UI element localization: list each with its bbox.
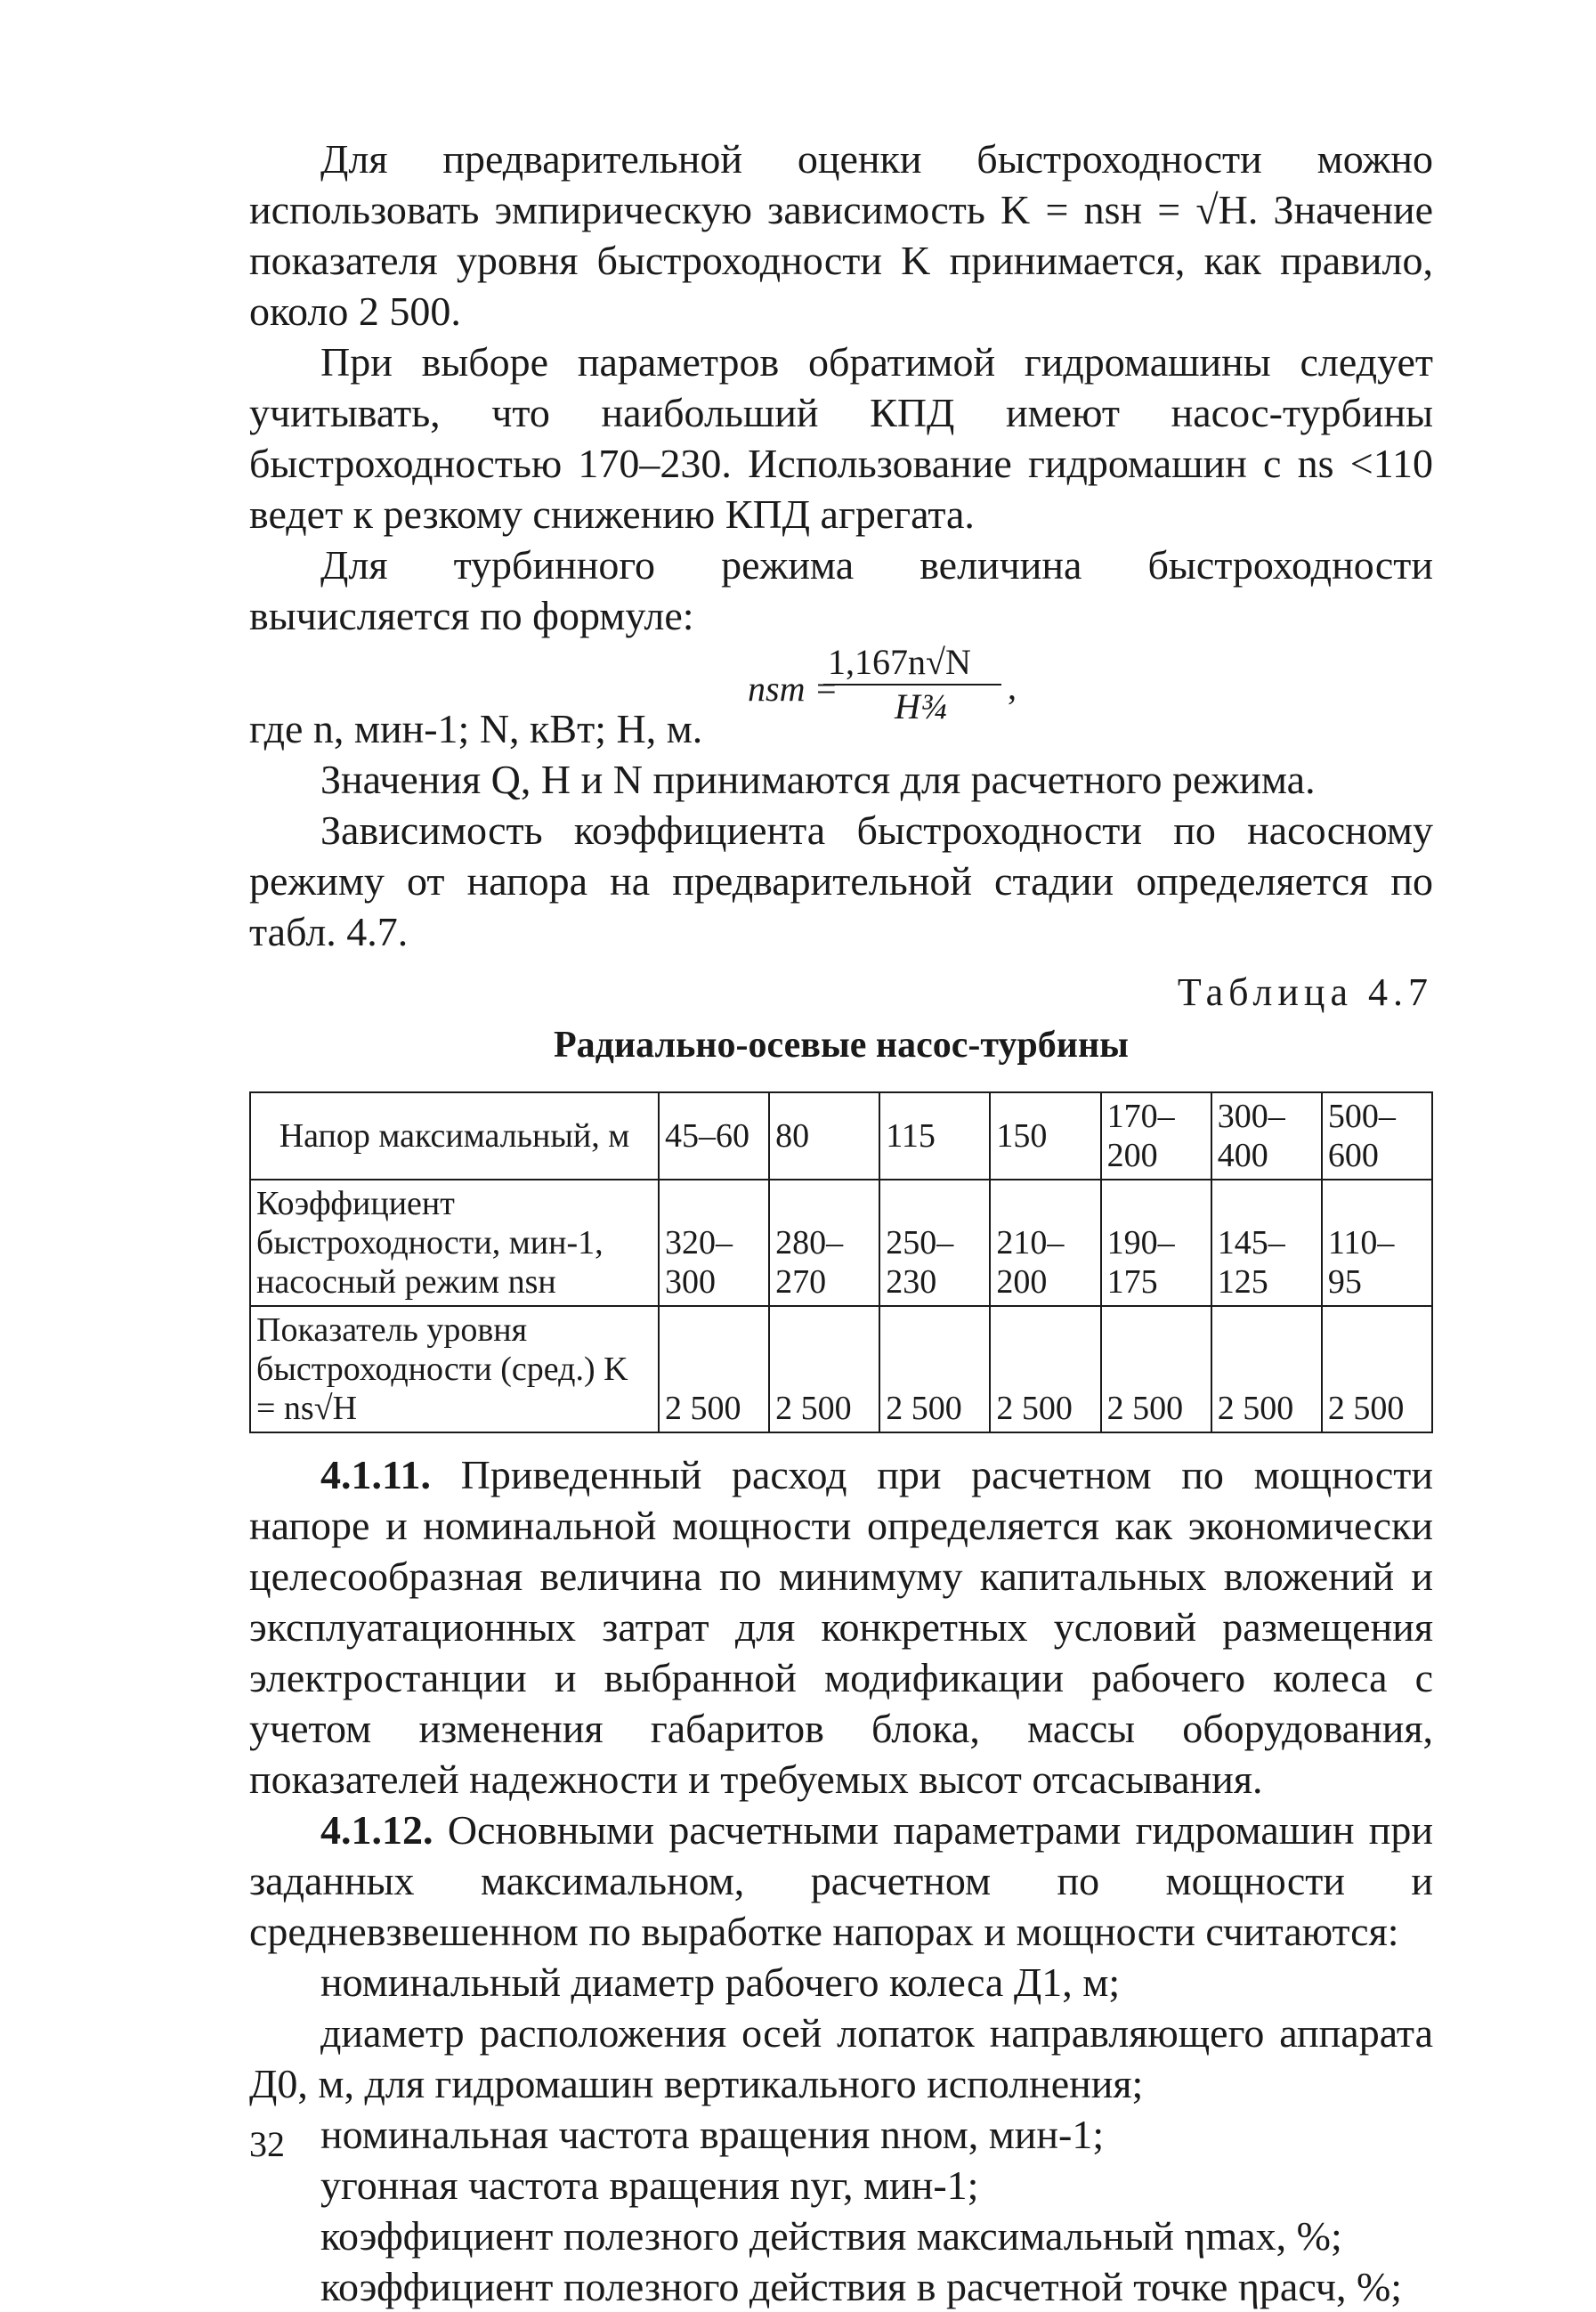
table-row <box>250 1180 1432 1306</box>
table-row <box>250 1092 1432 1180</box>
table-cell: 2 500 <box>879 1306 990 1432</box>
table-cell: 80 <box>769 1092 879 1180</box>
table-cell: 300–400 <box>1211 1092 1322 1180</box>
list-item: коэффициент полезного действия максимальный ηmax, %; <box>320 2213 1342 2259</box>
row-label: Показатель уровня быстроходности (сред.) K = ns√H <box>250 1306 659 1432</box>
section-text: Основными расчетными параметрами гидромашин при заданных максимальном, расчетном по мощности и средневзвешенном по выработке напорах и мощности считаются: <box>249 1807 1433 1954</box>
paragraph-1: Для предварительной оценки быстроходности можно использовать эмпирическую зависимость K = nsн = √H. Значение показателя уровня быстроходности K принимается, как правило, около 2 500. <box>249 136 1433 334</box>
table-cell: 500–600 <box>1322 1092 1432 1180</box>
page-content <box>249 134 1433 2312</box>
formula-block <box>249 641 1433 739</box>
section-4-1-11 <box>249 1449 1433 1805</box>
list-item: угонная частота вращения nуг, мин-1; <box>320 2162 979 2208</box>
list-item: номинальный диаметр рабочего колеса Д1, м; <box>320 1959 1121 2005</box>
list-item: диаметр расположения осей лопаток направляющего аппарата Д0, м, для гидромашин вертикального исполнения; <box>249 2010 1433 2106</box>
table-cell: 2 500 <box>1322 1306 1432 1432</box>
table-cell: 2 500 <box>769 1306 879 1432</box>
paragraph-4: Значения Q, H и N принимаются для расчетного режима. <box>320 757 1316 802</box>
table-cell: 145–125 <box>1211 1180 1322 1306</box>
row-label: Напор максимальный, м <box>250 1092 659 1180</box>
paragraph-2: При выборе параметров обратимой гидромашины следует учитывать, что наибольший КПД имеют насос-турбины быстроходностью 170–230. Использование гидромашин с ns <110 ведет к резкому снижению КПД агрегата. <box>249 339 1433 537</box>
table-cell: 45–60 <box>659 1092 769 1180</box>
table-number: Таблица 4.7 <box>1177 970 1433 1014</box>
page-number: 32 <box>249 2124 285 2164</box>
table-cell: 170–200 <box>1101 1092 1211 1180</box>
parameter-list <box>249 1957 1433 2312</box>
section-4-1-12 <box>249 1805 1433 1957</box>
section-text: Приведенный расход при расчетном по мощности напоре и номинальной мощности определяется как экономически целесообразная величина по минимуму капитальных вложений и эксплуатационных затрат для конкретных условий размещения электростанции и выбранной модификации рабочего колеса с учетом изменения габаритов блока, массы оборудования, показателей надежности и требуемых высот отсасывания. <box>249 1452 1433 1802</box>
formula-denominator: H¾ <box>895 686 947 726</box>
list-item: коэффициент полезного действия в расчетной точке ηрасч, %; <box>320 2264 1403 2309</box>
row-label: Коэффициент быстроходности, мин-1, насосный режим nsн <box>250 1180 659 1306</box>
table-cell: 320–300 <box>659 1180 769 1306</box>
formula-trail: , <box>1008 667 1017 707</box>
paragraph-3: Для турбинного режима величина быстроходности вычисляется по формуле: <box>249 542 1433 638</box>
section-number: 4.1.12. <box>320 1807 433 1853</box>
table-cell: 280–270 <box>769 1180 879 1306</box>
data-table <box>249 1091 1433 1433</box>
table-cell: 2 500 <box>659 1306 769 1432</box>
table-cell: 210–200 <box>990 1180 1100 1306</box>
list-item: номинальная частота вращения nном, мин-1; <box>320 2112 1105 2157</box>
table-cell: 250–230 <box>879 1180 990 1306</box>
table-cell: 190–175 <box>1101 1180 1211 1306</box>
table-cell: 150 <box>990 1092 1100 1180</box>
table-row <box>250 1306 1432 1432</box>
table-cell: 115 <box>879 1092 990 1180</box>
section-number: 4.1.11. <box>320 1452 431 1497</box>
table-cell: 2 500 <box>990 1306 1100 1432</box>
table-cell: 2 500 <box>1101 1306 1211 1432</box>
table-cell: 2 500 <box>1211 1306 1322 1432</box>
formula-units: где n, мин-1; N, кВт; H, м. <box>249 706 703 751</box>
formula-numerator: 1,167n√N <box>828 642 971 682</box>
formula-lhs: nsт = <box>748 669 839 709</box>
table-cell: 110–95 <box>1322 1180 1432 1306</box>
paragraph-5: Зависимость коэффициента быстроходности по насосному режиму от напора на предварительной стадии определяется по табл. 4.7. <box>249 807 1433 954</box>
table-title: Радиально-осевые насос-турбины <box>554 1025 1129 1066</box>
